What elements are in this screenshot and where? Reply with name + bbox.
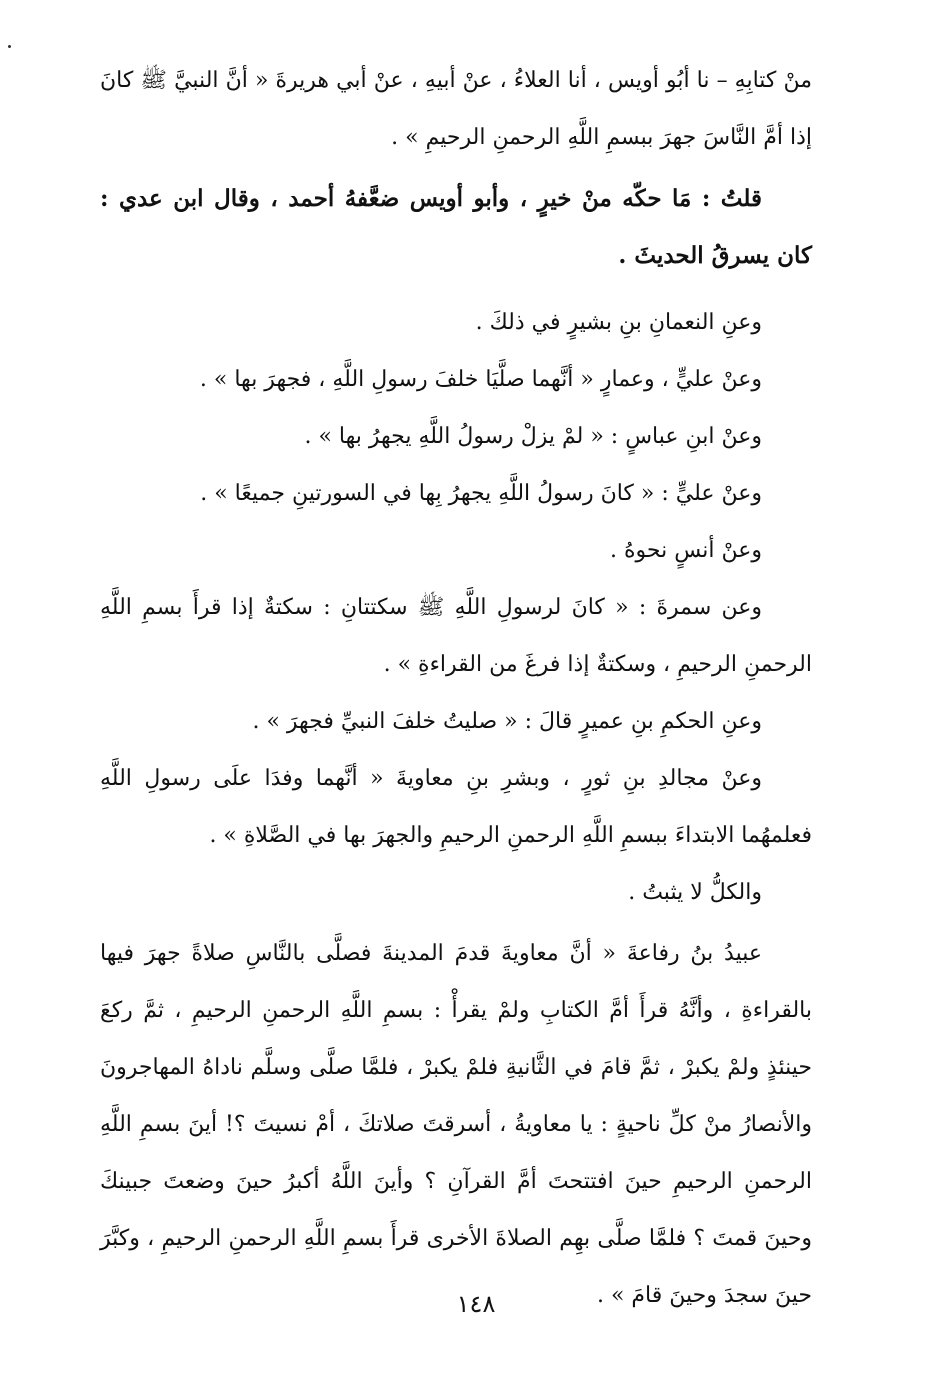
page-body	[100, 52, 812, 1324]
paragraph-hakam: وعنِ الحكمِ بنِ عميرٍ قالَ : « صليتُ خلفَ النبيِّ فجهرَ » .	[252, 709, 762, 734]
margin-dot	[8, 45, 11, 48]
paragraph-isnad: منْ كتابِهِ – نا أبُو أويس ، أنا العلاءُ ، عنْ أبيهِ ، عنْ أبي هريرةَ « أنَّ النبيَّ ﷺ كانَ إذا أمَّ النَّاسَ جهرَ ببسمِ اللَّهِ الرحمنِ الرحيمِ » .	[100, 68, 813, 150]
spacer	[100, 284, 812, 294]
paragraph-ibn-abbas: وعنْ ابنِ عباسٍ : « لمْ يزلْ رسولُ اللَّهِ يجهرُ بها » .	[304, 424, 762, 449]
paragraph-anas: وعنْ أنسٍ نحوهُ .	[610, 538, 762, 563]
page-number: ١٤٨	[456, 1290, 496, 1318]
paragraph-samura: وعن سمرةَ : « كانَ لرسولِ اللَّهِ ﷺ سكتتانِ : سكتةٌ إذا قرأَ بسمِ اللَّهِ الرحمنِ الرحيمِ ، وسكتةٌ إذا فرغَ من القراءةِ » .	[100, 595, 812, 677]
paragraph-author-comment: قلتُ : مَا حكّه منْ خيرٍ ، وأبو أويس ضعَّفهُ أحمد ، وقال ابن عدي : كان يسرقُ الحديثَ .	[100, 185, 812, 269]
paragraph-mujalid: وعنْ مجالدِ بنِ ثورٍ ، وبشرِ بنِ معاويةَ « أنَّهما وفدَا علَى رسولِ اللَّهِ فعلمهُما الابتداءَ ببسمِ اللَّهِ الرحمنِ الرحيمِ والجهرَ بها في الصَّلاةِ » .	[100, 766, 812, 848]
paragraph-conclusion: والكلُّ لا يثبتُ .	[628, 880, 762, 905]
paragraph-numan: وعنِ النعمانِ بنِ بشيرٍ في ذلكَ .	[475, 310, 762, 335]
paragraph-ali-ammar: وعنْ عليٍّ ، وعمارٍ « أنَّهما صلَّيَا خلفَ رسولِ اللَّهِ ، فجهرَ بها » .	[199, 367, 762, 392]
paragraph-ubaid: عبيدُ بنُ رفاعةَ « أنَّ معاويةَ قدمَ المدينةَ فصلَّى بالنَّاسِ صلاةً جهرَ فيها بالقراءةِ ، وأنَّهُ قرأَ أمَّ الكتابِ ولمْ يقرأْ : بسمِ اللَّهِ الرحمنِ الرحيمِ ، ثمَّ ركعَ حينئذٍ ولمْ يكبرْ ، ثمَّ قامَ في الثَّانيةِ فلمْ يكبرْ ، فلمَّا صلَّى وسلَّم ناداهُ المهاجرونَ والأنصارُ منْ كلِّ ناحيةٍ : يا معاويةُ ، أسرقتَ صلاتكَ ، أمْ نسيتَ ؟! أينَ بسمِ اللَّهِ الرحمنِ الرحيمِ حينَ افتتحتَ أمَّ القرآنِ ؟ وأينَ اللَّهُ أكبرُ حينَ وضعتَ جبينكَ وحينَ قمتَ ؟ فلمَّا صلَّى بهِم الصلاةَ الأخرى قرأَ بسمِ اللَّهِ الرحمنِ الرحيمِ ، وكبَّرَ حينَ سجدَ وحينَ قامَ » .	[100, 941, 812, 1308]
paragraph-ali: وعنْ عليٍّ : « كانَ رسولُ اللَّهِ يجهرُ بِها في السورتينِ جميعًا » .	[200, 481, 762, 506]
